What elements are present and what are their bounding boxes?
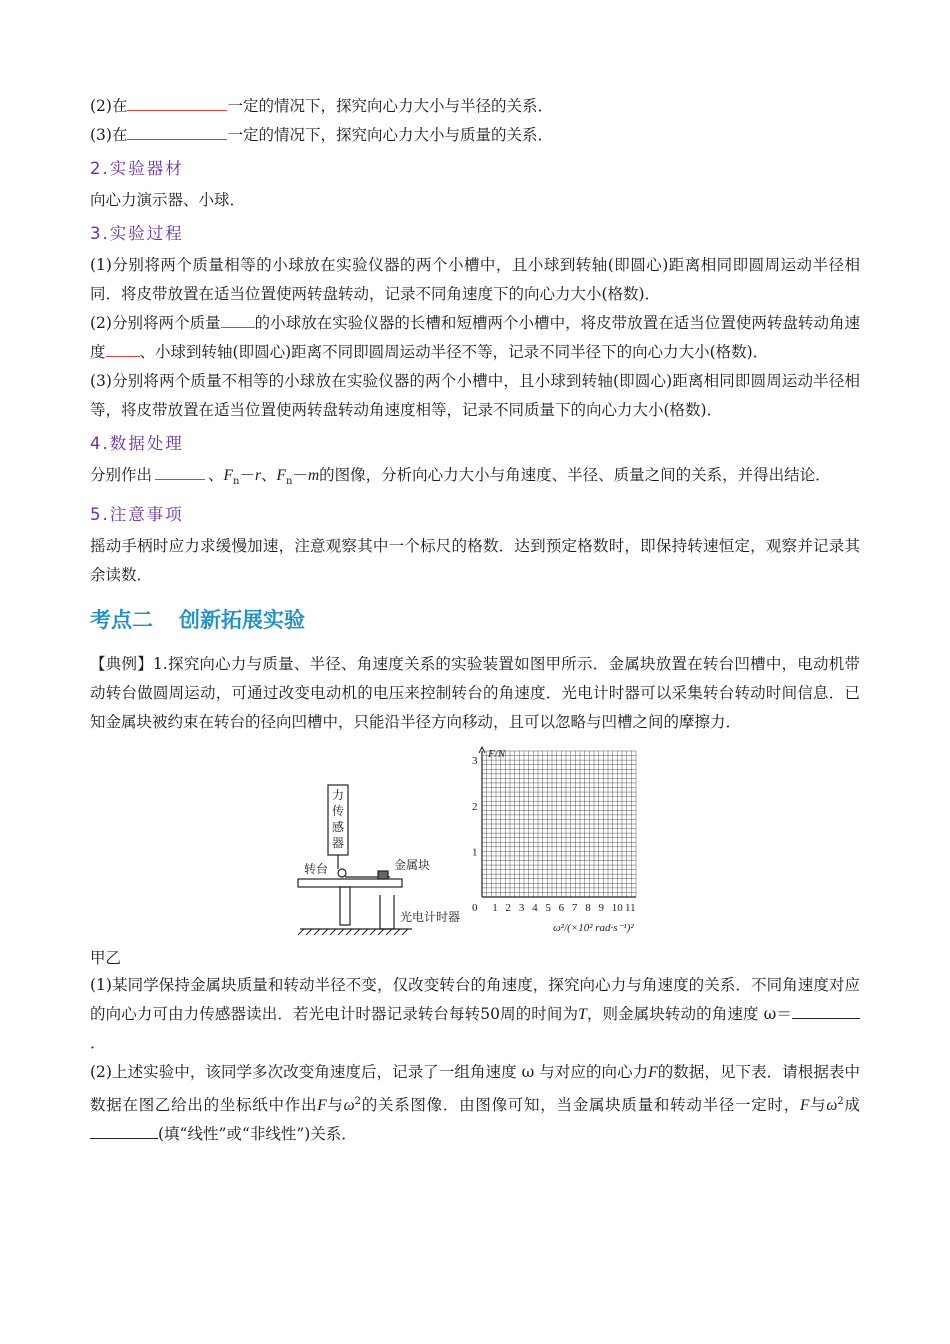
timer-label: 光电计时器	[400, 910, 461, 925]
blank-2[interactable]	[127, 94, 227, 111]
x-tick-label: 3	[518, 902, 525, 915]
blank-omega[interactable]	[792, 1002, 860, 1019]
y-tick-label: 2	[472, 800, 478, 813]
graph-labels	[472, 748, 636, 934]
heading-notes: 5.注意事项	[90, 505, 184, 525]
x-tick-label: 9	[598, 902, 604, 915]
process-2: (2)分别将两个质量 的小球放在实验仪器的长槽和短槽两个小槽中，将皮带放置在适当位置使两转盘转动角速度 、小球到转轴(即圆心)距离不同即圆周运动半径不等，记录不同半径下的向心力大小(格数)．	[90, 309, 860, 367]
section-title: 考点二 创新拓展实验	[90, 608, 305, 633]
line-2: (2)在 一定的情况下，探究向心力大小与半径的关系．	[90, 92, 860, 121]
data-processing: 分别作出 、$F_n-r$、$F_n-m$的图像，分析向心力大小与角速度、半径、质量之间的关系，并得出结论．	[90, 461, 860, 496]
example-text: 【典例】1.探究向心力与质量、半径、角速度关系的实验装置如图甲所示．金属块放置在转台凹槽中，电动机带动转台做圆周运动，可通过改变电动机的电压来控制转台的角速度．光电计时器可以采集转台转动时间信息．已知金属块被约束在转台的径向凹槽中，只能沿半径方向移动，且可以忽略与凹槽之间的摩擦力．	[90, 655, 860, 732]
page-content	[90, 92, 860, 1149]
sensor-char-3: 感	[331, 820, 345, 835]
blank-linear[interactable]	[90, 1122, 158, 1139]
x-tick-label: 4	[532, 902, 538, 915]
x-tick-label: 11	[625, 902, 636, 915]
x-tick-label: 8	[585, 902, 591, 915]
figure	[90, 743, 860, 939]
turntable-bar	[298, 879, 402, 887]
turntable-label: 转台	[304, 862, 329, 877]
figure-caption: 甲乙	[90, 949, 122, 968]
notes-text: 摇动手柄时应力求缓慢加速，注意观察其中一个标尺的格数．达到预定格数时，即保持转速恒定，观察并记录其余读数．	[90, 537, 860, 585]
x-tick-label: 7	[571, 902, 578, 915]
apparatus-and-grid	[90, 743, 860, 939]
y-axis-label: F/N	[488, 748, 506, 761]
equipment-text: 向心力演示器、小球．	[90, 191, 246, 209]
blank-graph[interactable]	[155, 463, 205, 480]
shaft	[340, 887, 350, 925]
x-tick-label: 6	[558, 902, 565, 915]
block-label: 金属块	[394, 858, 431, 873]
photo-timer	[380, 895, 394, 929]
graph-grid	[479, 747, 636, 897]
line-3: (3)在 一定的情况下，探究向心力大小与质量的关系．	[90, 121, 860, 150]
heading-data: 4.数据处理	[90, 434, 184, 453]
y-tick-label: 1	[472, 846, 478, 859]
question-2: (2)上述实验中，该同学多次改变角速度后，记录了一组角速度 ω 与对应的向心力F的数据，见下表．请根据表中数据在图乙给出的坐标纸中作出F与$\omega^2$的关系图像．由图像可知，当金属块质量和转动半径一定时，F与$\omega^2$成(填“线性”或“非线性”)关系．	[90, 1063, 860, 1144]
blank-3[interactable]	[127, 123, 227, 140]
x-tick-label: 2	[505, 902, 512, 915]
sensor-char-2: 传	[331, 804, 345, 819]
blank-angular[interactable]	[106, 340, 140, 357]
x-axis-label: ω²/(×10² rad·s⁻¹)²	[553, 922, 634, 935]
x-tick-label: 0	[472, 902, 478, 915]
heading-process: 3.实验过程	[90, 224, 184, 243]
sensor-char-1: 力	[331, 788, 345, 803]
pivot	[338, 869, 346, 877]
x-tick-label: 1	[492, 902, 498, 915]
process-1: (1)分别将两个质量相等的小球放在实验仪器的两个小槽中，且小球到转轴(即圆心)距离相同即圆周运动半径相同．将皮带放置在适当位置使两转盘转动，记录不同角速度下的向心力大小(格数)．	[90, 256, 860, 303]
heading-equipment: 2.实验器材	[90, 159, 184, 178]
x-tick-label: 10	[611, 902, 623, 915]
x-tick-label: 5	[545, 902, 551, 915]
sensor-char-4: 器	[331, 836, 345, 851]
question-1: (1)某同学保持金属块质量和转动半径不变，仅改变转台的角速度，探究向心力与角速度的关系．不同角速度对应的向心力可由力传感器读出．若光电计时器记录转台每转50周的时间为T，则金属块转动的角速度 ω＝．	[90, 976, 860, 1053]
metal-block	[378, 871, 388, 879]
y-tick-label: 3	[472, 755, 478, 768]
process-3: (3)分别将两个质量不相等的小球放在实验仪器的两个小槽中，且小球到转轴(即圆心)距离相同即圆周运动半径相等，将皮带放置在适当位置使两转盘转动角速度相等，记录不同质量下的向心力大小(格数)．	[90, 372, 860, 419]
blank-mass[interactable]	[221, 311, 255, 328]
